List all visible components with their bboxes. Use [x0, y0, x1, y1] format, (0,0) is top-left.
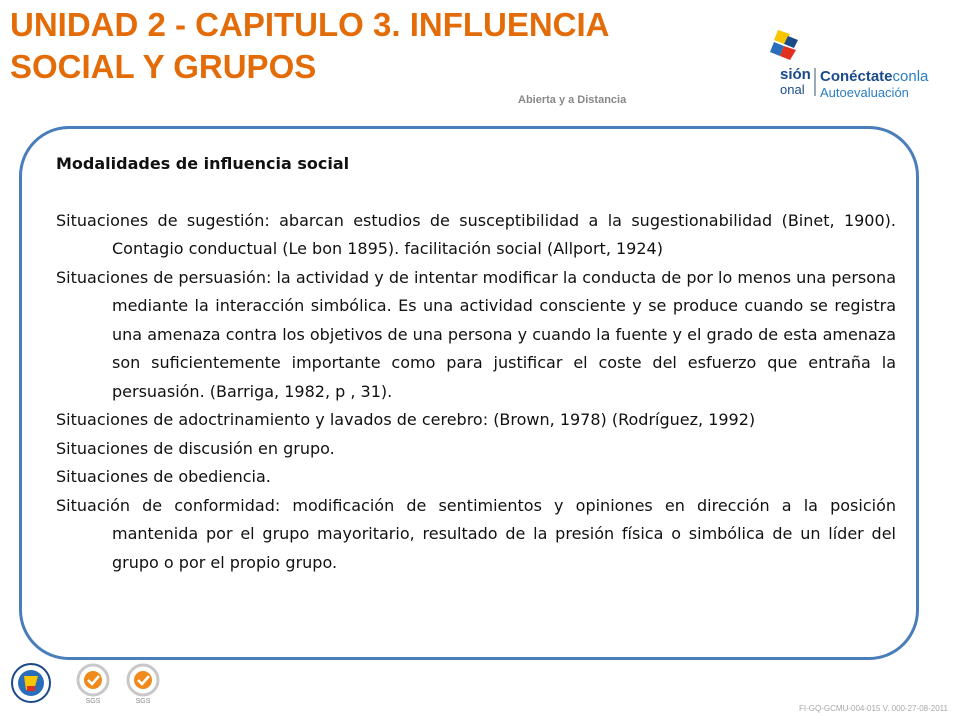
document-code: FI-GQ-GCMU-004-015 V. 000-27-08-2011: [799, 704, 948, 713]
logo-divider: [814, 68, 816, 96]
logo-partial-text: sión: [780, 66, 811, 83]
paragraph-adoctrinamiento: Situaciones de adoctrinamiento y lavados de cerebro: (Brown, 1978) (Rodríguez, 1992): [56, 410, 756, 429]
content-body: [56, 150, 896, 577]
university-seal-icon: [10, 662, 52, 704]
sgs-label: SGS: [85, 698, 101, 704]
logo-tagline: Abierta y a Distancia: [518, 94, 627, 106]
logo-brand: [820, 68, 928, 85]
paragraph-obediencia: Situaciones de obediencia.: [56, 467, 271, 486]
flag-stripes-icon: [770, 30, 800, 70]
slide-title: [10, 4, 730, 88]
footer-logos: [10, 660, 170, 706]
logo-subtitle: Autoevaluación: [820, 85, 909, 100]
logo-brand-light: conla: [892, 68, 929, 85]
sgs-label-2: SGS: [135, 698, 151, 704]
paragraph-persuasion: Situaciones de persuasión: la actividad y de intentar modificar la conducta de por lo menos una persona mediante la interacción simbólica. Es una actividad consciente y se produce cuando se registra una amenaza contra los objetivos de una persona y cuando la fuente y el grado de esta amenaza son suficientemente importante como para justificar el coste del esfuerzo que entraña la persuasión. (Barriga, 1982, p , 31).: [56, 267, 896, 401]
logo-partial-text-2: onal: [780, 82, 805, 97]
paragraph-discusion: Situaciones de discusión en grupo.: [56, 438, 335, 458]
spacer: [56, 179, 896, 207]
section-heading: Modalidades de influencia social: [56, 154, 350, 173]
sgs-certification-icon: [72, 662, 114, 704]
title-line-2: SOCIAL Y GRUPOS: [10, 48, 317, 85]
paragraph-sugestion: Situaciones de sugestión: abarcan estudios de susceptibilidad a la sugestionabilidad (Binet, 1900). Contagio conductual (Le bon 1895). facilitación social (Allport, 1924): [56, 210, 896, 258]
paragraph-conformidad: Situación de conformidad: modificación de sentimientos y opiniones en dirección a la posición mantenida por el grupo mayoritario, resultado de la presión física o simbólica de un líder del grupo o por el propio grupo.: [56, 495, 896, 572]
institution-logo: [770, 30, 960, 100]
logo-brand-bold: Conéctate: [820, 68, 893, 85]
sgs-certification-icon-2: [122, 662, 164, 704]
title-line-1: UNIDAD 2 - CAPITULO 3. INFLUENCIA: [10, 6, 610, 43]
